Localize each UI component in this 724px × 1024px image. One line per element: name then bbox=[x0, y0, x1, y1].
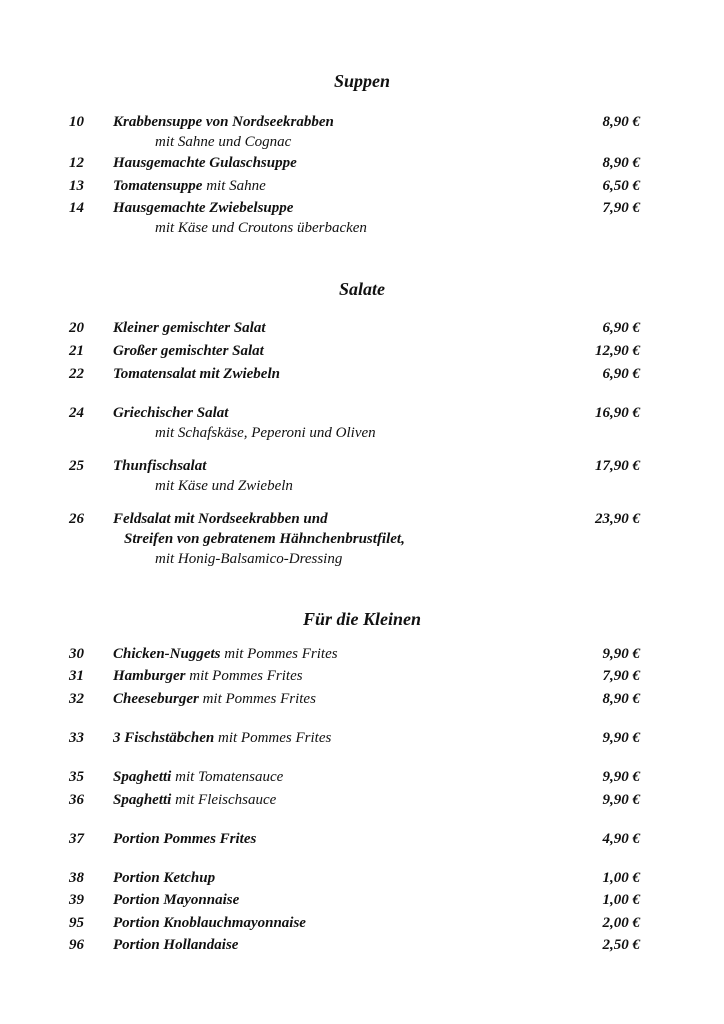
item-number: 35 bbox=[69, 769, 84, 785]
item-number: 32 bbox=[69, 691, 84, 707]
menu-item bbox=[0, 890, 724, 910]
menu-item bbox=[0, 341, 724, 361]
item-name: Großer gemischter Salat bbox=[113, 343, 264, 359]
menu-item bbox=[0, 644, 724, 664]
item-number: 33 bbox=[69, 730, 84, 746]
item-price: 7,90 € bbox=[602, 668, 640, 684]
item-name: Portion Pommes Frites bbox=[113, 831, 257, 847]
menu-item bbox=[0, 403, 724, 423]
item-number: 96 bbox=[69, 937, 84, 953]
item-price: 6,90 € bbox=[602, 366, 640, 382]
item-name: Spaghetti bbox=[113, 792, 172, 808]
item-name: Portion Hollandaise bbox=[113, 937, 239, 953]
item-description: mit Honig-Balsamico-Dressing bbox=[155, 551, 343, 567]
item-price: 9,90 € bbox=[602, 646, 640, 662]
item-name: Spaghetti bbox=[113, 769, 172, 785]
item-note: mit Pommes Frites bbox=[185, 668, 303, 684]
item-price: 9,90 € bbox=[602, 769, 640, 785]
item-price: 2,50 € bbox=[602, 937, 640, 953]
item-price: 6,90 € bbox=[602, 320, 640, 336]
item-name: Feldsalat mit Nordseekrabben und bbox=[113, 511, 328, 527]
item-name: Portion Knoblauchmayonnaise bbox=[113, 915, 306, 931]
menu-item bbox=[0, 153, 724, 173]
menu-item bbox=[0, 198, 724, 218]
item-name: Griechischer Salat bbox=[113, 405, 229, 421]
item-price: 2,00 € bbox=[602, 915, 640, 931]
menu-item bbox=[0, 790, 724, 810]
menu-item bbox=[0, 112, 724, 132]
menu-item bbox=[0, 767, 724, 787]
menu-item bbox=[0, 829, 724, 849]
menu-item bbox=[0, 689, 724, 709]
item-price: 7,90 € bbox=[602, 200, 640, 216]
item-name-continued: Streifen von gebratenem Hähnchenbrustfilet, bbox=[124, 531, 405, 547]
item-price: 23,90 € bbox=[595, 511, 640, 527]
item-number: 20 bbox=[69, 320, 84, 336]
item-name: Chicken-Nuggets bbox=[113, 646, 221, 662]
item-number: 12 bbox=[69, 155, 84, 171]
item-name: Hausgemachte Gulaschsuppe bbox=[113, 155, 297, 171]
item-price: 8,90 € bbox=[602, 155, 640, 171]
item-description: mit Käse und Croutons überbacken bbox=[155, 220, 367, 236]
item-number: 24 bbox=[69, 405, 84, 421]
item-name: Kleiner gemischter Salat bbox=[113, 320, 266, 336]
item-number: 39 bbox=[69, 892, 84, 908]
item-note: mit Tomatensauce bbox=[171, 769, 284, 785]
section-heading-salate: Salate bbox=[338, 279, 385, 299]
item-name: 3 Fischstäbchen bbox=[113, 730, 215, 746]
item-number: 37 bbox=[69, 831, 84, 847]
item-name: Cheeseburger bbox=[113, 691, 199, 707]
item-number: 14 bbox=[69, 200, 84, 216]
menu-item bbox=[0, 666, 724, 686]
menu-item bbox=[0, 364, 724, 384]
item-number: 22 bbox=[69, 366, 84, 382]
item-price: 1,00 € bbox=[602, 870, 640, 886]
item-name: Thunfischsalat bbox=[113, 458, 207, 474]
item-note: mit Pommes Frites bbox=[198, 691, 316, 707]
item-number: 13 bbox=[69, 178, 84, 194]
item-price: 1,00 € bbox=[602, 892, 640, 908]
menu-item bbox=[0, 935, 724, 955]
item-number: 31 bbox=[69, 668, 84, 684]
item-price: 12,90 € bbox=[595, 343, 640, 359]
section-heading-suppen: Suppen bbox=[333, 71, 391, 91]
item-name: Portion Mayonnaise bbox=[113, 892, 240, 908]
menu-item bbox=[0, 728, 724, 748]
item-number: 21 bbox=[69, 343, 84, 359]
item-note: mit Sahne bbox=[202, 178, 266, 194]
menu-item bbox=[0, 913, 724, 933]
item-name: Krabbensuppe von Nordseekrabben bbox=[113, 114, 334, 130]
item-note: mit Fleischsauce bbox=[171, 792, 277, 808]
item-number: 30 bbox=[69, 646, 84, 662]
item-price: 9,90 € bbox=[602, 730, 640, 746]
item-name: Hausgemachte Zwiebelsuppe bbox=[113, 200, 294, 216]
item-description: mit Schafskäse, Peperoni und Oliven bbox=[155, 425, 376, 441]
item-name: Hamburger bbox=[113, 668, 186, 684]
menu-item bbox=[0, 868, 724, 888]
item-number: 10 bbox=[69, 114, 84, 130]
item-name: Tomatensuppe bbox=[113, 178, 203, 194]
item-price: 8,90 € bbox=[602, 691, 640, 707]
item-price: 8,90 € bbox=[602, 114, 640, 130]
menu-item bbox=[0, 318, 724, 338]
item-price: 17,90 € bbox=[595, 458, 640, 474]
item-name: Tomatensalat mit Zwiebeln bbox=[113, 366, 280, 382]
item-price: 6,50 € bbox=[602, 178, 640, 194]
menu-item bbox=[0, 176, 724, 196]
item-name: Portion Ketchup bbox=[113, 870, 216, 886]
item-number: 36 bbox=[69, 792, 84, 808]
item-description: mit Sahne und Cognac bbox=[155, 134, 292, 150]
item-price: 9,90 € bbox=[602, 792, 640, 808]
item-price: 16,90 € bbox=[595, 405, 640, 421]
item-number: 25 bbox=[69, 458, 84, 474]
item-number: 95 bbox=[69, 915, 84, 931]
item-note: mit Pommes Frites bbox=[220, 646, 338, 662]
item-number: 26 bbox=[69, 511, 84, 527]
menu-item bbox=[0, 456, 724, 476]
item-price: 4,90 € bbox=[602, 831, 640, 847]
item-note: mit Pommes Frites bbox=[214, 730, 332, 746]
item-number: 38 bbox=[69, 870, 84, 886]
menu-item bbox=[0, 509, 724, 529]
section-heading-fuer-die-kleinen: Für die Kleinen bbox=[302, 609, 422, 629]
item-description: mit Käse und Zwiebeln bbox=[155, 478, 293, 494]
